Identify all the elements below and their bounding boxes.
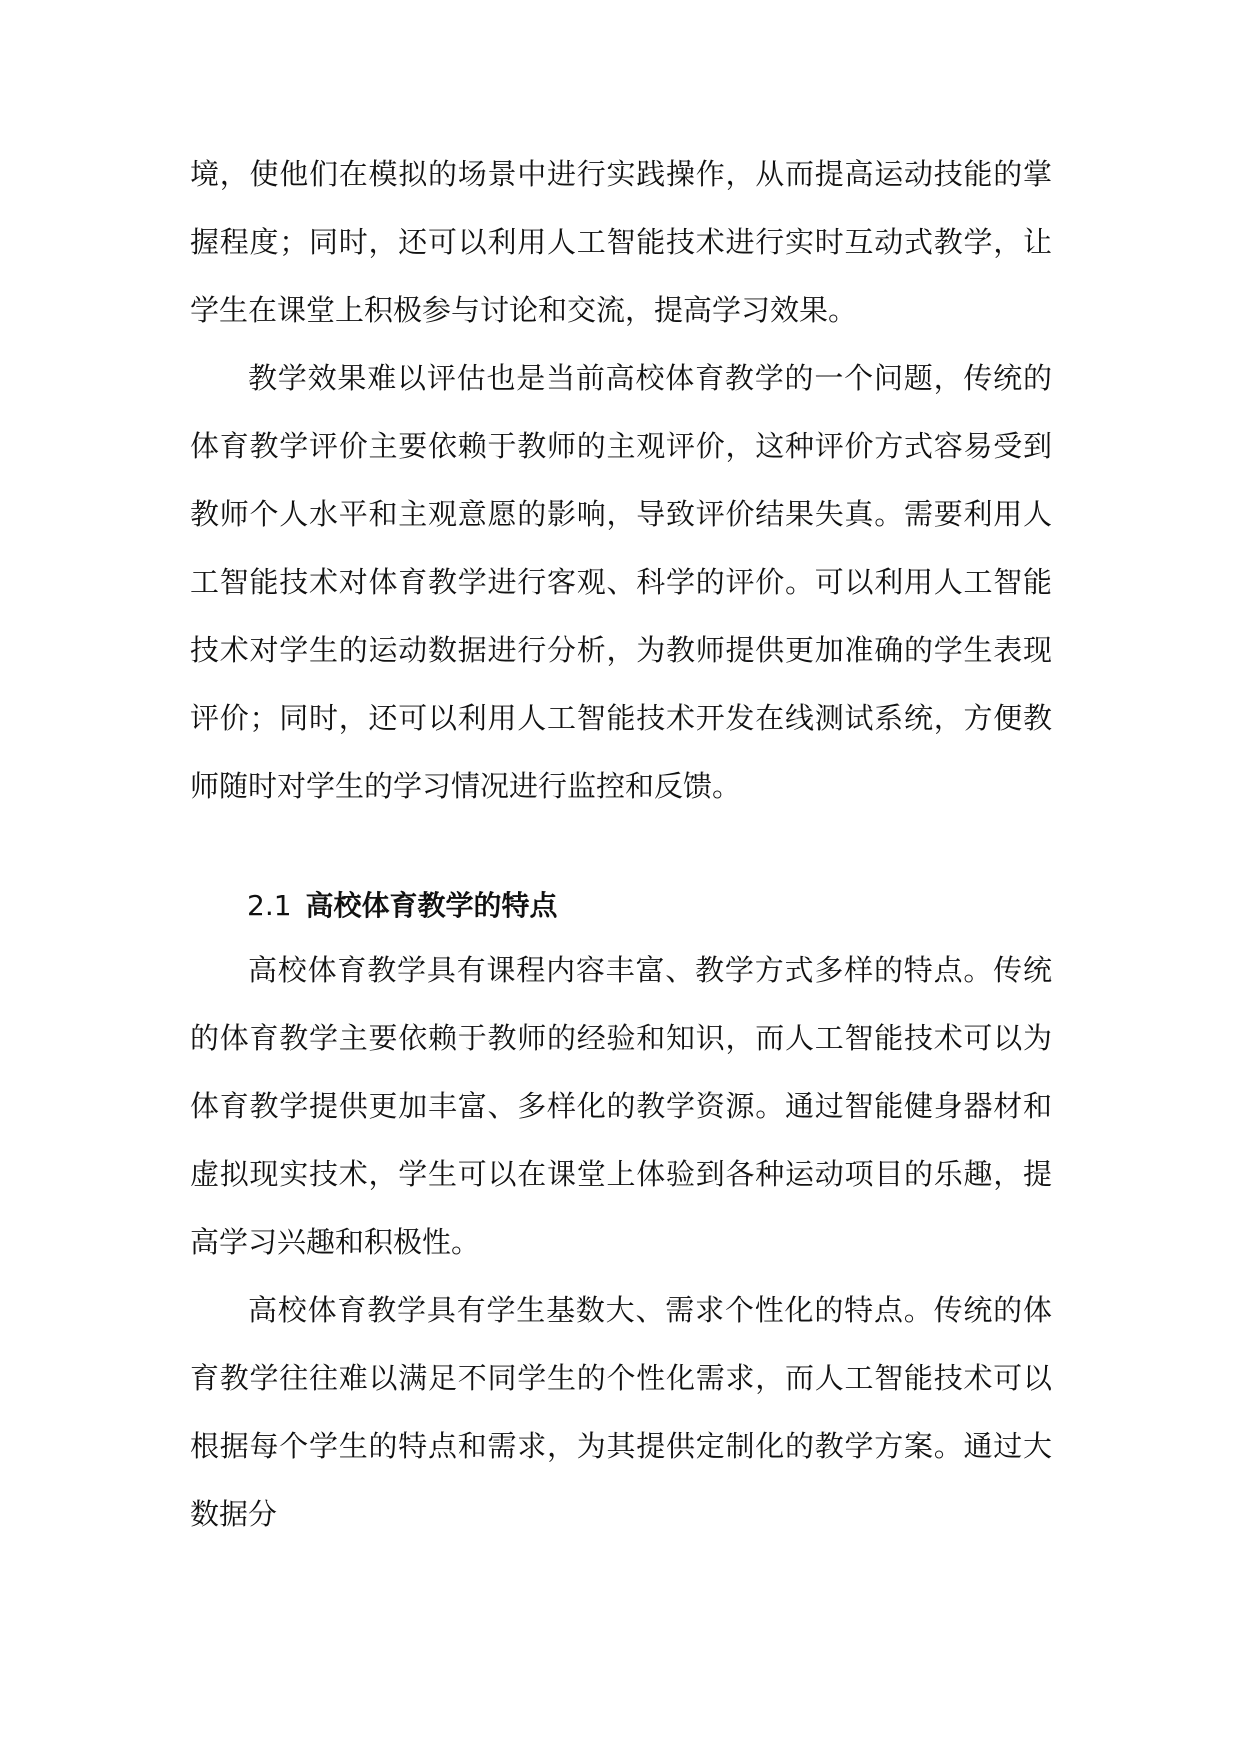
body-paragraph-2: 教学效果难以评估也是当前高校体育教学的一个问题，传统的体育教学评价主要依赖于教师的主观评价，这种评价方式容易受到教师个人水平和主观意愿的影响，导致评价结果失真。需要利用人工智能技术对体育教学进行客观、科学的评价。可以利用人工智能技术对学生的运动数据进行分析，为教师提供更加准确的学生表现评价；同时，还可以利用人工智能技术开发在线测试系统，方便教师随时对学生的学习情况进行监控和反馈。 (190, 361, 1052, 803)
document-body (190, 140, 1052, 1548)
body-paragraph-1: 境，使他们在模拟的场景中进行实践操作，从而提高运动技能的掌握程度；同时，还可以利用人工智能技术进行实时互动式教学，让学生在课堂上积极参与讨论和交流，提高学习效果。 (190, 157, 1052, 327)
section-number: 2.1 (247, 889, 292, 922)
body-paragraph-3: 高校体育教学具有课程内容丰富、教学方式多样的特点。传统的体育教学主要依赖于教师的经验和知识，而人工智能技术可以为体育教学提供更加丰富、多样化的教学资源。通过智能健身器材和虚拟现实技术，学生可以在课堂上体验到各种运动项目的乐趣，提高学习兴趣和积极性。 (190, 953, 1052, 1259)
section-title: 高校体育教学的特点 (305, 889, 558, 922)
section-heading (190, 876, 1052, 936)
body-paragraph-4: 高校体育教学具有学生基数大、需求个性化的特点。传统的体育教学往往难以满足不同学生的个性化需求，而人工智能技术可以根据每个学生的特点和需求，为其提供定制化的教学方案。通过大数据分 (190, 1293, 1052, 1531)
